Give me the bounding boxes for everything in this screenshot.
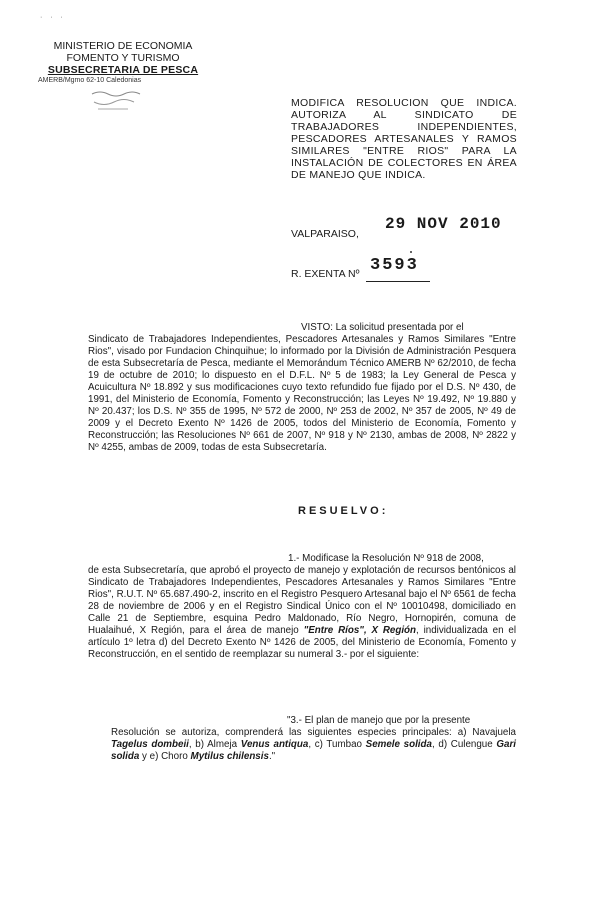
stamp-scribble-icon (88, 88, 146, 114)
quote-text-4: , d) Culengue (431, 739, 493, 750)
subsecretaria-name: SUBSECRETARIA DE PESCA (47, 64, 199, 76)
species-name: Semele solida (365, 739, 432, 750)
article-1 (88, 553, 516, 661)
quote-text-6: ." (268, 751, 276, 762)
ministry-name: MINISTERIO DE ECONOMIA (53, 40, 193, 52)
quote-text-1: Resolución se autoriza, comprenderá las siguientes especies principales: a) Navajuela (111, 727, 516, 738)
area-name: "Entre Ríos", X Región (303, 625, 417, 636)
article-1-text-2: , individualizada en el artículo 1º letra d) del Decreto Exento Nº 1426 de 2005, del Ministerio de Economía, Fomento y Reconstrucción, en el sentido de reemplazar su numeral 3.- por el siguiente: (88, 625, 516, 660)
document-title: MODIFICA RESOLUCION QUE INDICA. AUTORIZA AL SINDICATO DE TRABAJADORES INDEPENDIENTES, PESCADORES ARTESANALES Y RAMOS SIMILARES "ENTRE RIOS" PARA LA INSTALACIÓN DE COLECTORES EN ÁREA DE MANEJO QUE INDICA. (291, 97, 517, 181)
quote-body (111, 727, 516, 763)
species-name: Tagelus dombeii (111, 739, 189, 750)
resuelvo-heading: RESUELVO: (298, 505, 389, 517)
handwritten-stamp (88, 88, 146, 114)
quoted-numeral-3 (111, 715, 516, 763)
resolution-label: R. EXENTA Nº (291, 268, 360, 280)
place-label: VALPARAISO, (291, 228, 359, 240)
quote-text-3: , c) Tumbao (308, 739, 362, 750)
resolution-underline (366, 281, 430, 282)
letterhead (38, 40, 208, 85)
species-name: Venus antiqua (240, 739, 309, 750)
visto-lead: VISTO: La solicitud presentada por el (301, 322, 464, 333)
scan-dot (410, 251, 412, 253)
article-1-body (88, 565, 516, 661)
quote-text-2: , b) Almeja (188, 739, 238, 750)
quote-text-5: y e) Choro (142, 751, 188, 762)
resolution-number: 3593 (370, 256, 419, 275)
quote-lead: "3.- El plan de manejo que por la presente (287, 715, 471, 726)
scan-mark: · · · (40, 14, 66, 21)
article-1-text: de esta Subsecretaría, que aprobó el proyecto de manejo y explotación de recursos bentónicos al Sindicato de Trabajadores Independientes, Pescadores Artesanales y Ramos Similares "Entre Rios", R.U.T. Nº 65.687.490-2, inscrito en el Registro Pesquero Artesanal bajo el Nº 6561 de fecha 28 de noviembre de 2006 y en el Registro Sindical Único con el Nº 10010498, domiciliado en Calle 21 de Septiembre, esquina Pedro Maldonado, Río Negro, Hornopirén, comuna de Hualaihué, X Región, para el área de manejo (88, 565, 516, 636)
visto-body: Sindicato de Trabajadores Independientes, Pescadores Artesanales y Ramos Similares "Entre Rios", visado por Fundacion Chinquihue; lo informado por la División de Administración Pesquera de esta Subsecretaría de Pesca, mediante el Memorándum Técnico AMERB Nº 62/2010, de fecha 19 de octubre de 2010; lo dispuesto en el D.F.L. Nº 5 de 1983; la Ley General de Pesca y Acuicultura Nº 18.892 y sus modificaciones cuyo texto refundido fue fijado por el D.S. Nº 430, de 1991, del Ministerio de Economía, Fomento y Reconstrucción; las Leyes Nº 19.492, Nº 19.880 y Nº 20.437; los D.S. Nº 355 de 1995, Nº 572 de 2000, Nº 253 de 2002, Nº 357 de 2005, Nº 49 de 2009 y el Decreto Exento Nº 1426 de 2005, todos del Ministerio de Economía, Fomento y Reconstrucción; las Resoluciones Nº 661 de 2007, Nº 918 y Nº 2130, ambas de 2008, Nº 2822 y Nº 4255, ambas de 2009, todas de esta Subsecretaría. (88, 334, 516, 453)
article-1-lead: 1.- Modificase la Resolución Nº 918 de 2008, (288, 553, 484, 564)
species-name: Gari solida (111, 739, 516, 762)
reference-code: AMERB/Mgmo 62-10 Caledonias (38, 77, 142, 84)
species-name: Mytilus chilensis (190, 751, 269, 762)
ministry-name-line2: FOMENTO Y TURISMO (66, 52, 180, 64)
visto-paragraph (88, 322, 516, 454)
date-stamp: 29 NOV 2010 (385, 215, 502, 233)
